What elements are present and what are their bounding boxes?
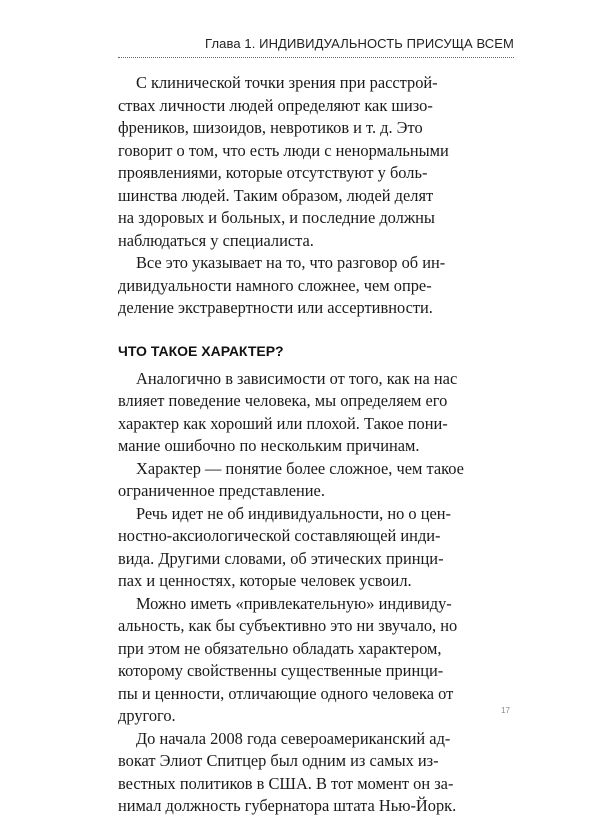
- body-paragraph: С клинической точки зрения при расстрой- ствах личности людей определяют как шизо- фреников, шизоидов, невротиков и т. д. Это говорит о том, что есть люди с ненормальными проявлениями, которые отсутствуют у боль- шинства людей. Таким образом, людей делят на здоровых и больных, и последние должны наблюдаться у специалиста.: [118, 73, 449, 250]
- body-paragraph: Характер — понятие более сложное, чем такое ограниченное представление.: [118, 458, 464, 500]
- section-heading: ЧТО ТАКОЕ ХАРАКТЕР?: [118, 342, 284, 359]
- page-body: [118, 72, 514, 818]
- running-head: Глава 1. ИНДИВИДУАЛЬНОСТЬ ПРИСУЩА ВСЕМ: [205, 36, 514, 51]
- body-paragraph: Все это указывает на то, что разговор об ин- дивидуальности намного сложнее, чем опре- деление экстравертности или ассертивности.: [118, 253, 446, 317]
- body-paragraph: Речь идет не об индивидуальности, но о цен- ностно-аксиологической составляющей инди- вида. Другими словами, об этических принци- пах и ценностях, которые человек усвоил.: [118, 503, 451, 590]
- header-dotted-rule: [118, 57, 514, 58]
- page-number: 17: [501, 706, 510, 715]
- body-paragraph: Можно иметь «привлекательную» индивиду- альность, как бы субъективно это ни звучало, но при этом не обязательно обладать характером, которому свойственны существенные принци- пы и ценности, отличающие одного человека от другого.: [118, 593, 458, 725]
- body-paragraph: До начала 2008 года североамериканский ад- вокат Элиот Спитцер был одним из самых из- вестных политиков в США. В тот момент он за- нимал должность губернатора штата Нью-Йорк.: [118, 728, 457, 815]
- body-paragraph: Аналогично в зависимости от того, как на нас влияет поведение человека, мы определяем его характер как хороший или плохой. Такое пони- мание ошибочно по нескольким причинам.: [118, 368, 458, 455]
